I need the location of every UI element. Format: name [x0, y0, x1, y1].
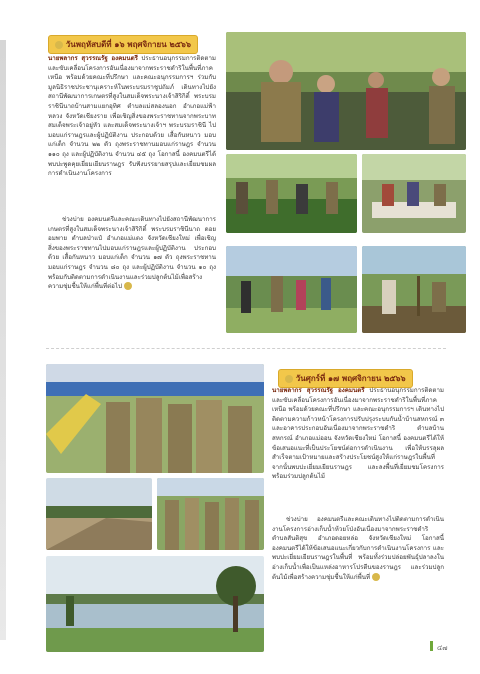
photo-planting-tree	[362, 246, 466, 333]
section2-name: นายพลากร สุวรรณรัฐ องคมนตรี	[272, 387, 365, 394]
photo-villagers-table-stall	[362, 154, 466, 233]
section2-paragraph-2	[272, 515, 444, 582]
date-label-section1: วันพฤหัสบดีที่ ๑๖ พฤศจิกายน ๒๕๖๖	[65, 40, 191, 49]
page-edge-shadow	[0, 40, 6, 640]
section1-name: นายพลากร สุวรรณรัฐ องคมนตรี	[48, 55, 138, 62]
section2-paragraph-2-text: ช่วงบ่าย องคมนตรีและคณะเดินทางไปติดตามการดำเนินงานโครงการอ่างเก็บน้ำห้วยโป่งอันเนื่องมาจากพระราชดำริ ตำบลสันติสุข อำเภอดอยหล่อ จังหวัดเชียงใหม่ โอกาสนี้ องคมนตรีได้ให้ข้อเสนอแนะเกี่ยวกับการดำเนินงานโครงการ และพบปะเยี่ยมเยียนราษฎรในพื้นที่ พร้อมทั้งร่วมปล่อยพันธุ์ปลาลงในอ่างเก็บน้ำเพื่อเป็นแหล่งอาหารโปรตีนของราษฎร และร่วมปลูกต้นไม้เพื่อสร้างความชุ่มชื้นให้แก่พื้นที่	[272, 516, 444, 581]
photo-officials-in-uniform	[46, 364, 264, 473]
section2-paragraph-1	[272, 386, 444, 482]
date-label-section2: วันศุกร์ที่ ๑๗ พฤศจิกายน ๒๕๖๖	[295, 374, 406, 383]
section-divider	[46, 348, 446, 349]
royal-emblem-icon	[372, 573, 380, 581]
royal-emblem-icon	[55, 41, 63, 49]
photo-reservoir-landscape	[46, 556, 264, 652]
page-number: ๔๗	[437, 644, 448, 652]
photo-officials-greeting-villagers	[226, 32, 466, 150]
page-accent-mark	[430, 641, 433, 651]
photo-vegetable-garden-visit	[226, 154, 357, 233]
photo-reservoir-construction	[46, 478, 152, 550]
section2-paragraph-1-text: ประธานอนุกรรมการติดตามและขับเคลื่อนโครงการอันเนื่องมาจากพระราชดำริในพื้นที่ภาคเหนือ พร้อมด้วยคณะที่ปรึกษา และคณะอนุกรรมการฯ เดินทางไปติดตามความก้าวหน้าโครงการปรับปรุงระบบกันน้ำบ้านสหกรณ์ ๓ และอาคารประกอบอันเนื่องมาจากพระราชดำริ ตำบลบ้านสหกรณ์ อำเภอแม่ออน จังหวัดเชียงใหม่ โอกาสนี้ องคมนตรีได้ให้ข้อเสนอแนะที่เป็นประโยชน์ต่อการดำเนินงาน เพื่อให้บรรลุผลสำเร็จตามเป้าหมายและสร้างประโยชน์สูงให้แก่ราษฎรในพื้นที่ จากนั้นพบปะเยี่ยมเยียนราษฎร และลงพื้นที่เยี่ยมชมโครงการ พร้อมร่วมปลูกต้นไม้	[272, 387, 444, 481]
section1-paragraph-1	[48, 54, 216, 179]
date-badge-section1	[48, 35, 198, 54]
photo-hilltribe-children-greeting	[226, 246, 357, 333]
section1-paragraph-2-text: ช่วงบ่าย องคมนตรีและคณะเดินทางไปยังสถานีพัฒนาการเกษตรที่สูงในสมเด็จพระนางเจ้าสิริกิติ์ พระบรมราชินีนาถ ดอยอมพาย ตำบลป่าแป๋ อำเภอแม่แตง จังหวัดเชียงใหม่ เพื่อเชิญสิ่งของพระราชทานไปมอบแก่ราษฎรและผู้ปฏิบัติงาน ประกอบด้วย เสื้อกันหนาว มอบแก่เด็ก จำนวน ๑๗ ตัว ถุงพระราชทานมอบแก่ราษฎร จำนวน ๘๐ ถุง และผู้ปฏิบัติงาน จำนวน ๑๐ ถุง พร้อมกับติดตามการดำเนินงานและร่วมปลูกต้นไม้เพื่อสร้างความชุ่มชื้นให้แก่พื้นที่ต่อไป	[48, 216, 216, 291]
section1-paragraph-2	[48, 215, 216, 292]
section1-paragraph-1-text: ประธานอนุกรรมการติดตามและขับเคลื่อนโครงการอันเนื่องมาจากพระราชดำริในพื้นที่ภาคเหนือ พร้อมด้วยคณะที่ปรึกษา และคณะอนุกรรมการฯ ร่วมกับมูลนิธิราชประชานุเคราะห์ในพระบรมราชูปถัมภ์ เดินทางไปยังสถานีพัฒนาการเกษตรที่สูงในสมเด็จพระนางเจ้าสิริกิติ์ พระบรมราชินีนาถบ้านสามแยกอุทิศ ตำบลแม่สลองนอก อำเภอแม่ฟ้าหลวง จังหวัดเชียงราย เพื่อเชิญสิ่งของพระราชทานจากพระบาทสมเด็จพระเจ้าอยู่หัว และสมเด็จพระนางเจ้าฯ พระบรมราชินี ไปมอบแก่ราษฎรและผู้ปฏิบัติงาน ประกอบด้วย เสื้อกันหนาว มอบแก่เด็ก จำนวน ๒๒ ตัว ถุงพระราชทานมอบแก่ราษฎร จำนวน ๑๑๐ ถุง และผู้ปฏิบัติงาน จำนวน ๔๕ ถุง โอกาสนี้ องคมนตรีได้พบปะพูดคุยเยี่ยมเยียนราษฎร รับฟังบรรยายสรุปและเยี่ยมชมผลการดำเนินงานโครงการ	[48, 55, 216, 178]
photo-officials-group-outdoor	[157, 478, 264, 550]
royal-emblem-icon	[285, 375, 293, 383]
royal-emblem-icon	[124, 282, 132, 290]
